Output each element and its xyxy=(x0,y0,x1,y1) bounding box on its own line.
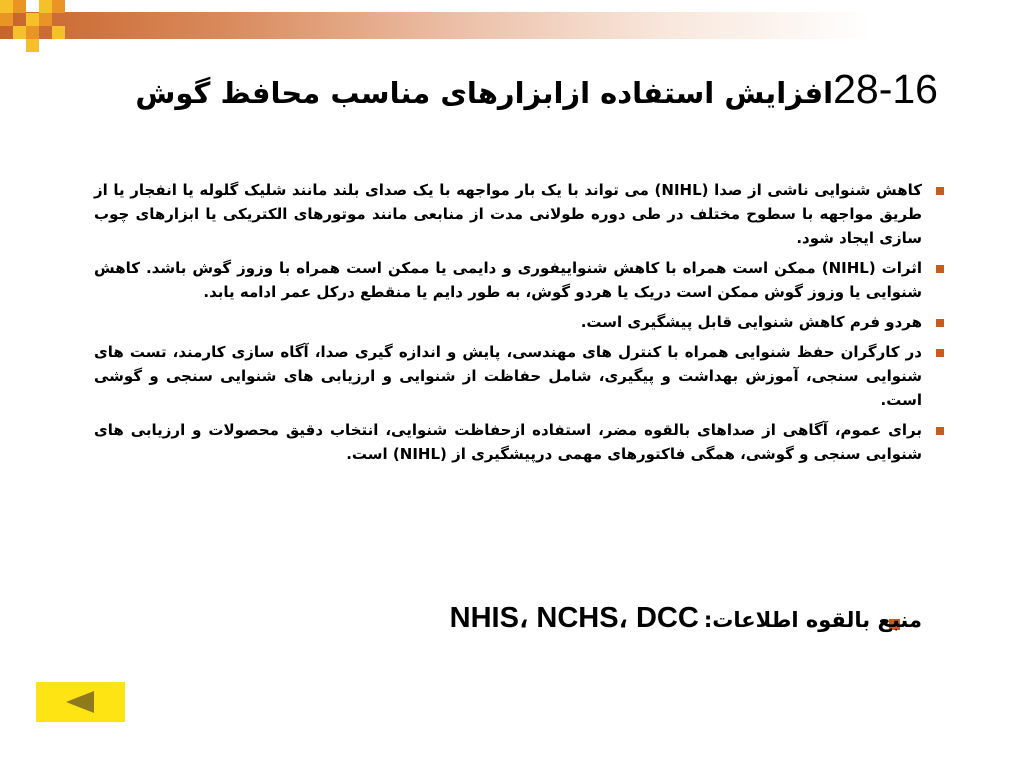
decor-square xyxy=(52,0,65,13)
list-item xyxy=(94,256,922,304)
decor-square xyxy=(39,13,52,26)
header-gradient-bar xyxy=(0,12,1024,39)
decor-square xyxy=(0,13,13,26)
list-item xyxy=(94,310,922,334)
bullet-list xyxy=(94,178,922,472)
list-item xyxy=(94,178,922,250)
decor-square xyxy=(39,0,52,13)
decor-square xyxy=(0,0,13,13)
bullet-square-icon xyxy=(936,319,944,327)
decor-square xyxy=(26,13,39,26)
back-arrow-icon xyxy=(66,691,94,713)
list-item xyxy=(94,418,922,466)
decor-square xyxy=(13,26,26,39)
bullet-text: کاهش شنوایی ناشی از صدا (NIHL) می تواند با یک بار مواجهه با یک صدای بلند مانند شلیک گلوله یا انفجار یا از طریق مواجهه با سطوح مختلف در طی دوره طولانی مدت از منابعی مانند موتورهای الکتریکی یا ابزارهای چوب سازی ایجاد شود. xyxy=(94,181,922,247)
decor-square xyxy=(26,26,39,39)
list-item xyxy=(94,340,922,412)
decor-square xyxy=(52,26,65,39)
bullet-square-icon xyxy=(936,427,944,435)
header-decoration xyxy=(0,0,1024,50)
title-number: 28-16 xyxy=(833,66,938,112)
bullet-square-icon xyxy=(936,187,944,195)
source-label: منبع بالقوه اطلاعات: xyxy=(703,608,922,632)
bullet-text: برای عموم، آگاهی از صداهای بالقوه مضر، استفاده ازحفاظت شنوایی، انتخاب دقیق محصولات و ارزیابی های شنوایی سنجی و گوشی، همگی فاکتورهای مهمی درپیشگیری از (NIHL) است. xyxy=(94,421,922,463)
decor-square xyxy=(26,39,39,52)
title-text: افزایش استفاده ازابزارهای مناسب محافظ گوش xyxy=(135,76,834,110)
source-line xyxy=(450,600,922,635)
bullet-square-icon xyxy=(936,265,944,273)
decor-square xyxy=(13,0,26,13)
back-button[interactable] xyxy=(36,682,125,722)
slide-title xyxy=(135,66,938,113)
bullet-square-icon xyxy=(936,349,944,357)
bullet-text: اثرات (NIHL) ممکن است همراه با کاهش شنواییفوری و دایمی یا ممکن است همراه با وزوز گوش باشد. کاهش شنوایی یا وزوز گوش ممکن است دریک یا هردو گوش، به طور دایم یا منقطع درکل عمر ادامه یابد. xyxy=(94,259,922,301)
bullet-text: در کارگران حفظ شنوایی همراه با کنترل های مهندسی، پایش و اندازه گیری صدا، آگاه سازی کارمند، تست های شنوایی سنجی، آموزش بهداشت و پیگیری، شامل حفاظت از شنوایی و ارزیابی های شنوایی سنجی و گوشی است. xyxy=(94,343,922,409)
bullet-text: هردو فرم کاهش شنوایی قابل پیشگیری است. xyxy=(580,313,922,331)
source-organizations: NHIS، NCHS، DCC xyxy=(449,602,699,634)
